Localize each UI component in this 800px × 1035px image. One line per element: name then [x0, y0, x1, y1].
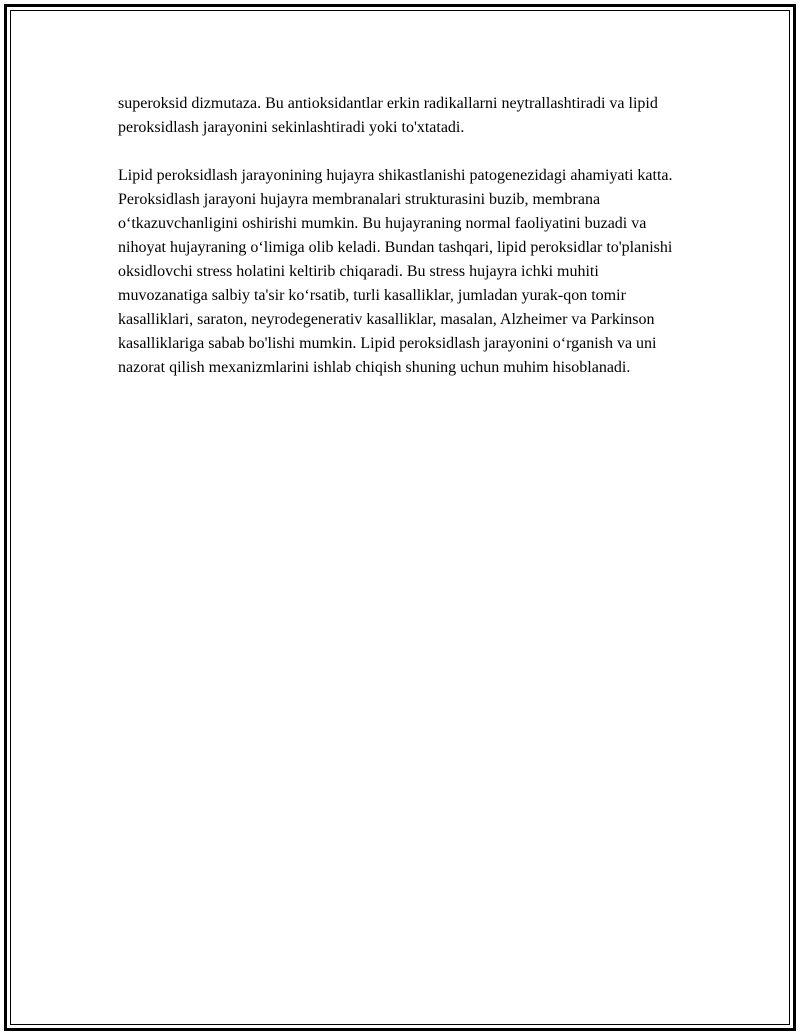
- paragraph-lipid-peroxidation: Lipid peroksidlash jarayonining hujayra shikastlanishi patogenezidagi ahamiyati katta. Peroksidlash jarayoni hujayra membranalari strukturasini buzib, membrana o‘tkazuvchanligini oshirishi mumkin. Bu hujayraning normal faoliyatini buzadi va nihoyat hujayraning o‘limiga olib keladi. Bundan tashqari, lipid peroksidlar to'planishi oksidlovchi stress holatini keltirib chiqaradi. Bu stress hujayra ichki muhiti muvozanatiga salbiy ta'sir ko‘rsatib, turli kasalliklar, jumladan yurak-qon tomir kasalliklari, saraton, neyrodegenerativ kasalliklar, masalan, Alzheimer va Parkinson kasalliklariga sabab bo'lishi mumkin. Lipid peroksidlash jarayonini o‘rganish va uni nazorat qilish mexanizmlarini ishlab chiqish shuning uchun muhim hisoblanadi.: [118, 167, 673, 376]
- document-body: [118, 92, 684, 380]
- paragraph-antioxidants: superoksid dizmutaza. Bu antioksidantlar erkin radikallarni neytrallashtiradi va lipid peroksidlash jarayonini sekinlashtiradi yoki to'xtatadi.: [118, 95, 658, 136]
